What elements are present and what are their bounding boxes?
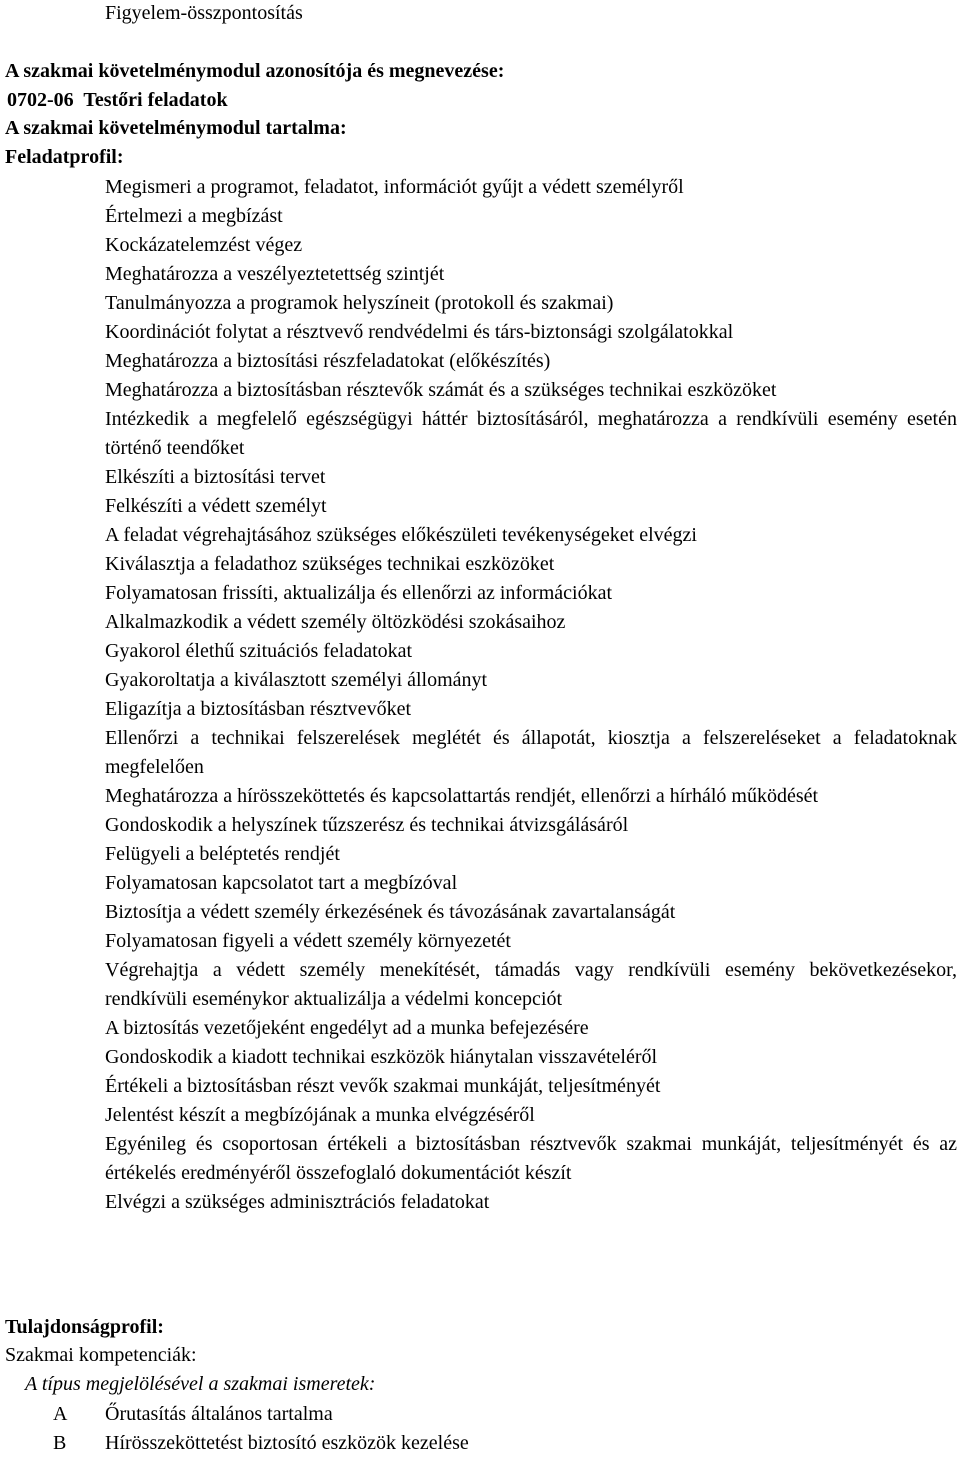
task-item: Ellenőrzi a technikai felszerelések meglétét és állapotát, kiosztja a felszereléseket a feladatoknak megfelelően (105, 727, 957, 778)
task-item: Meghatározza a biztosítási részfeladatokat (előkészítés) (105, 350, 551, 372)
module-name: Testőri feladatok (83, 88, 228, 111)
module-code-line (5, 86, 925, 115)
task-profile-label: Feladatprofil: (5, 145, 124, 168)
property-profile-label: Tulajdonságprofil: (5, 1316, 164, 1338)
task-item: A feladat végrehajtásához szükséges előkészületi tevékenységeket elvégzi (105, 524, 697, 546)
knowledge-item (0, 1400, 960, 1429)
task-item: Felügyeli a beléptetés rendjét (105, 843, 340, 865)
top-title: Figyelem-összpontosítás (105, 2, 303, 24)
task-item: Meghatározza a veszélyeztetettség szintjét (105, 263, 445, 285)
knowledge-item (0, 1429, 960, 1458)
task-item: Koordinációt folytat a résztvevő rendvédelmi és társ-biztonsági szolgálatokkal (105, 321, 734, 343)
task-item: Jelentést készít a megbízójának a munka elvégzéséről (105, 1104, 535, 1126)
task-item: Gyakorol élethű szituációs feladatokat (105, 640, 413, 662)
task-item: Alkalmazkodik a védett személy öltözködési szokásaihoz (105, 611, 566, 633)
module-content-label: A szakmai követelménymodul tartalma: (5, 117, 347, 139)
task-item: Egyénileg és csoportosan értékeli a biztosításban résztvevők szakmai munkáját, teljesítményét és az értékelés eredményéről összefoglaló dokumentációt készít (105, 1133, 957, 1184)
knowledge-type-letter: B (53, 1432, 67, 1454)
task-item: Elkészíti a biztosítási tervet (105, 466, 326, 488)
task-item: Kiválasztja a feladathoz szükséges technikai eszközöket (105, 553, 555, 575)
task-item: Gondoskodik a kiadott technikai eszközök hiánytalan visszavételéről (105, 1046, 658, 1068)
task-item: Felkészíti a védett személyt (105, 495, 327, 517)
task-item: Folyamatosan figyeli a védett személy környezetét (105, 930, 511, 952)
task-item: Gyakoroltatja a kiválasztott személyi állományt (105, 669, 488, 691)
module-id-label: A szakmai követelménymodul azonosítója és megnevezése: (5, 60, 505, 82)
task-item: Értelmezi a megbízást (105, 205, 283, 227)
task-item: Megismeri a programot, feladatot, információt gyűjt a védett személyről (105, 176, 684, 198)
task-item: Meghatározza a biztosításban résztevők számát és a szükséges technikai eszközöket (105, 379, 777, 401)
module-headings (5, 57, 925, 171)
module-code: 0702-06 (7, 88, 74, 111)
task-item: Végrehajtja a védett személy menekítését, támadás vagy rendkívüli esemény bekövetkezésekor, rendkívüli eseménykor aktualizálja a védelmi koncepciót (105, 959, 957, 1010)
task-item: Meghatározza a hírösszeköttetés és kapcsolattartás rendjét, ellenőrzi a hírháló működését (105, 785, 819, 807)
task-item: A biztosítás vezetőjeként engedélyt ad a munka befejezésére (105, 1017, 589, 1039)
task-item: Biztosítja a védett személy érkezésének és távozásának zavartalanságát (105, 901, 676, 923)
task-item: Kockázatelemzést végez (105, 234, 303, 256)
task-item: Gondoskodik a helyszínek tűzszerész és technikai átvizsgálásáról (105, 814, 629, 836)
task-list (105, 173, 957, 1217)
task-item: Elvégzi a szükséges adminisztrációs feladatokat (105, 1191, 490, 1213)
task-item: Értékeli a biztosításban részt vevők szakmai munkáját, teljesítményét (105, 1075, 661, 1097)
knowledge-type-letter: A (53, 1403, 68, 1425)
knowledge-list (0, 1400, 960, 1458)
knowledge-text: Hírösszeköttetést biztosító eszközök kezelése (105, 1432, 469, 1454)
competencies-label: Szakmai kompetenciák: (5, 1344, 197, 1366)
task-item: Folyamatosan frissíti, aktualizálja és ellenőrzi az információkat (105, 582, 613, 604)
task-item: Folyamatosan kapcsolatot tart a megbízóval (105, 872, 458, 894)
task-item: Eligazítja a biztosításban résztvevőket (105, 698, 411, 720)
task-item: Tanulmányozza a programok helyszíneit (protokoll és szakmai) (105, 292, 614, 314)
knowledge-text: Őrutasítás általános tartalma (105, 1403, 333, 1425)
task-item: Intézkedik a megfelelő egészségügyi háttér biztosításáról, meghatározza a rendkívüli esemény esetén történő teendőket (105, 408, 957, 459)
knowledge-type-label: A típus megjelölésével a szakmai ismeretek: (25, 1373, 376, 1395)
